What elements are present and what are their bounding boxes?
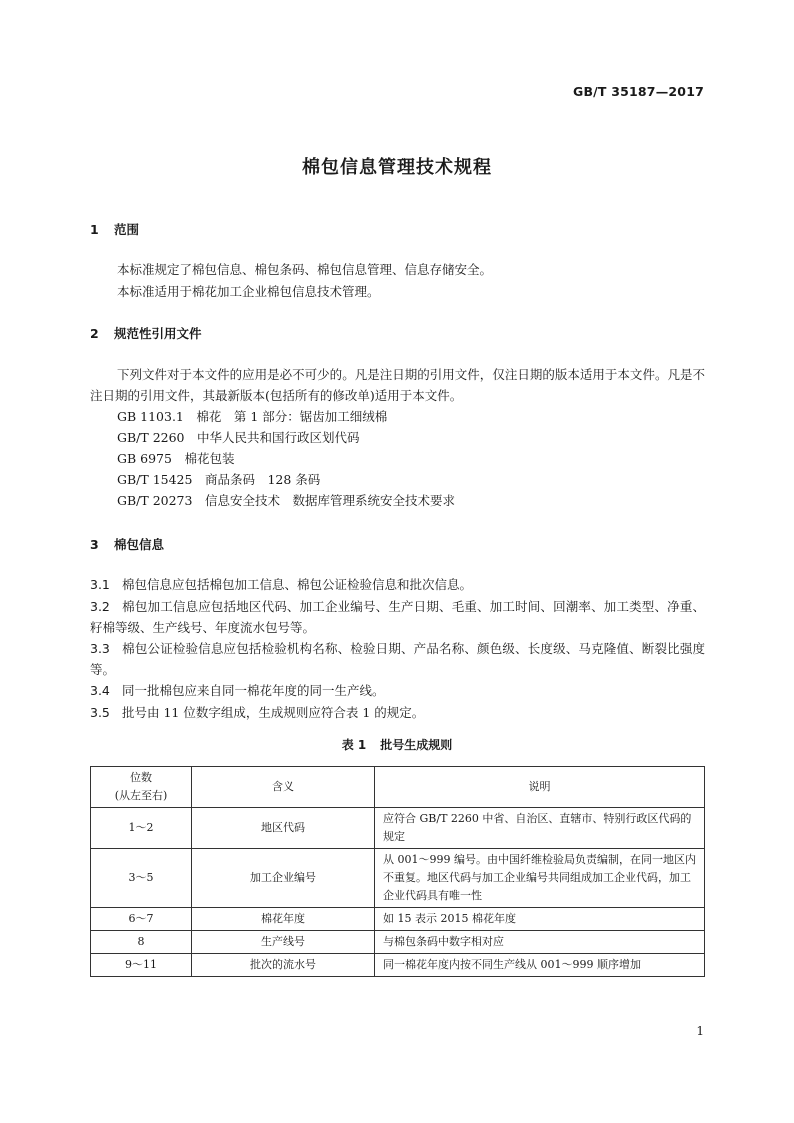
reference-item: GB/T 15425 商品条码 128 条码: [117, 472, 321, 487]
paragraph: 下列文件对于本文件的应用是必不可少的。凡是注日期的引用文件，仅注日期的版本适用于本文件。凡是不注日期的引用文件，其最新版本(包括所有的修改单)适用于本文件。: [90, 367, 705, 403]
section-title: 范围: [114, 222, 140, 237]
cell-description: 与棉包条码中数字相对应: [375, 931, 705, 954]
clause-number: 3.3: [90, 641, 110, 656]
cell-meaning: 地区代码: [192, 808, 375, 849]
paragraph: 本标准适用于棉花加工企业棉包信息技术管理。: [117, 284, 380, 299]
cell-position: 3～5: [91, 849, 192, 908]
header-description: 说明: [375, 767, 705, 808]
clause-number: 3.4: [90, 683, 110, 698]
reference-item: GB 6975 棉花包装: [117, 451, 235, 466]
header-position-line2: (从左至右): [114, 789, 168, 802]
table-caption-title: 批号生成规则: [380, 738, 453, 752]
section-3-heading: [90, 535, 164, 553]
header-position-line1: 位数: [130, 771, 152, 784]
document-title: 棉包信息管理技术规程: [302, 157, 492, 178]
clause-text: 批号由 11 位数字组成，生成规则应符合表 1 的规定。: [122, 705, 425, 720]
clause-text: 同一批棉包应来自同一棉花年度的同一生产线。: [122, 683, 385, 698]
cell-meaning: 生产线号: [192, 931, 375, 954]
reference-item: GB 1103.1 棉花 第 1 部分：锯齿加工细绒棉: [117, 409, 388, 424]
cell-meaning: 加工企业编号: [192, 849, 375, 908]
cell-description: 应符合 GB/T 2260 中省、自治区、直辖市、特别行政区代码的规定: [375, 808, 705, 849]
cell-description: 同一棉花年度内按不同生产线从 001～999 顺序增加: [375, 954, 705, 977]
table-row: [91, 808, 705, 849]
clause-3-3: [90, 638, 705, 680]
cell-meaning: 棉花年度: [192, 908, 375, 931]
table-header-row: [91, 767, 705, 808]
cell-description: 从 001～999 编号。由中国纤维检验局负责编制，在同一地区内不重复。地区代码与加工企业编号共同组成加工企业代码，加工企业代码具有唯一性: [375, 849, 705, 908]
standard-code: GB/T 35187—2017: [572, 84, 704, 99]
table-caption-label: 表 1: [341, 738, 367, 752]
paragraph: 本标准规定了棉包信息、棉包条码、棉包信息管理、信息存储安全。: [117, 262, 493, 277]
section-title: 规范性引用文件: [114, 326, 202, 341]
cell-position: 9～11: [91, 954, 192, 977]
reference-item: GB/T 2260 中华人民共和国行政区划代码: [117, 430, 360, 445]
section-number: 3: [90, 537, 99, 552]
cell-meaning: 批次的流水号: [192, 954, 375, 977]
batch-number-rules-table: [90, 766, 705, 977]
header-meaning: 含义: [192, 767, 375, 808]
clause-3-4: [90, 680, 705, 701]
clause-text: 棉包信息应包括棉包加工信息、棉包公证检验信息和批次信息。: [122, 577, 473, 592]
section-number: 1: [90, 222, 99, 237]
clause-number: 3.2: [90, 599, 110, 614]
section-1-heading: [90, 220, 139, 238]
page-number: 1: [696, 1024, 704, 1038]
table-caption: [0, 736, 794, 753]
cell-position: 6～7: [91, 908, 192, 931]
clause-3-5: [90, 702, 705, 723]
cell-description: 如 15 表示 2015 棉花年度: [375, 908, 705, 931]
header-position: [91, 767, 192, 808]
table-row: [91, 954, 705, 977]
section-2-heading: [90, 324, 202, 342]
section-title: 棉包信息: [114, 537, 165, 552]
clause-text: 棉包加工信息应包括地区代码、加工企业编号、生产日期、毛重、加工时间、回潮率、加工类型、净重、籽棉等级、生产线号、年度流水包号等。: [90, 599, 705, 635]
table-row: [91, 849, 705, 908]
table-row: [91, 908, 705, 931]
clause-3-1: [90, 574, 705, 595]
clause-number: 3.1: [90, 577, 110, 592]
cell-position: 8: [91, 931, 192, 954]
clause-3-2: [90, 596, 705, 638]
reference-item: GB/T 20273 信息安全技术 数据库管理系统安全技术要求: [117, 493, 455, 508]
clause-text: 棉包公证检验信息应包括检验机构名称、检验日期、产品名称、颜色级、长度级、马克隆值、断裂比强度等。: [90, 641, 705, 677]
table-row: [91, 931, 705, 954]
clause-number: 3.5: [90, 705, 110, 720]
section-number: 2: [90, 326, 99, 341]
cell-position: 1～2: [91, 808, 192, 849]
